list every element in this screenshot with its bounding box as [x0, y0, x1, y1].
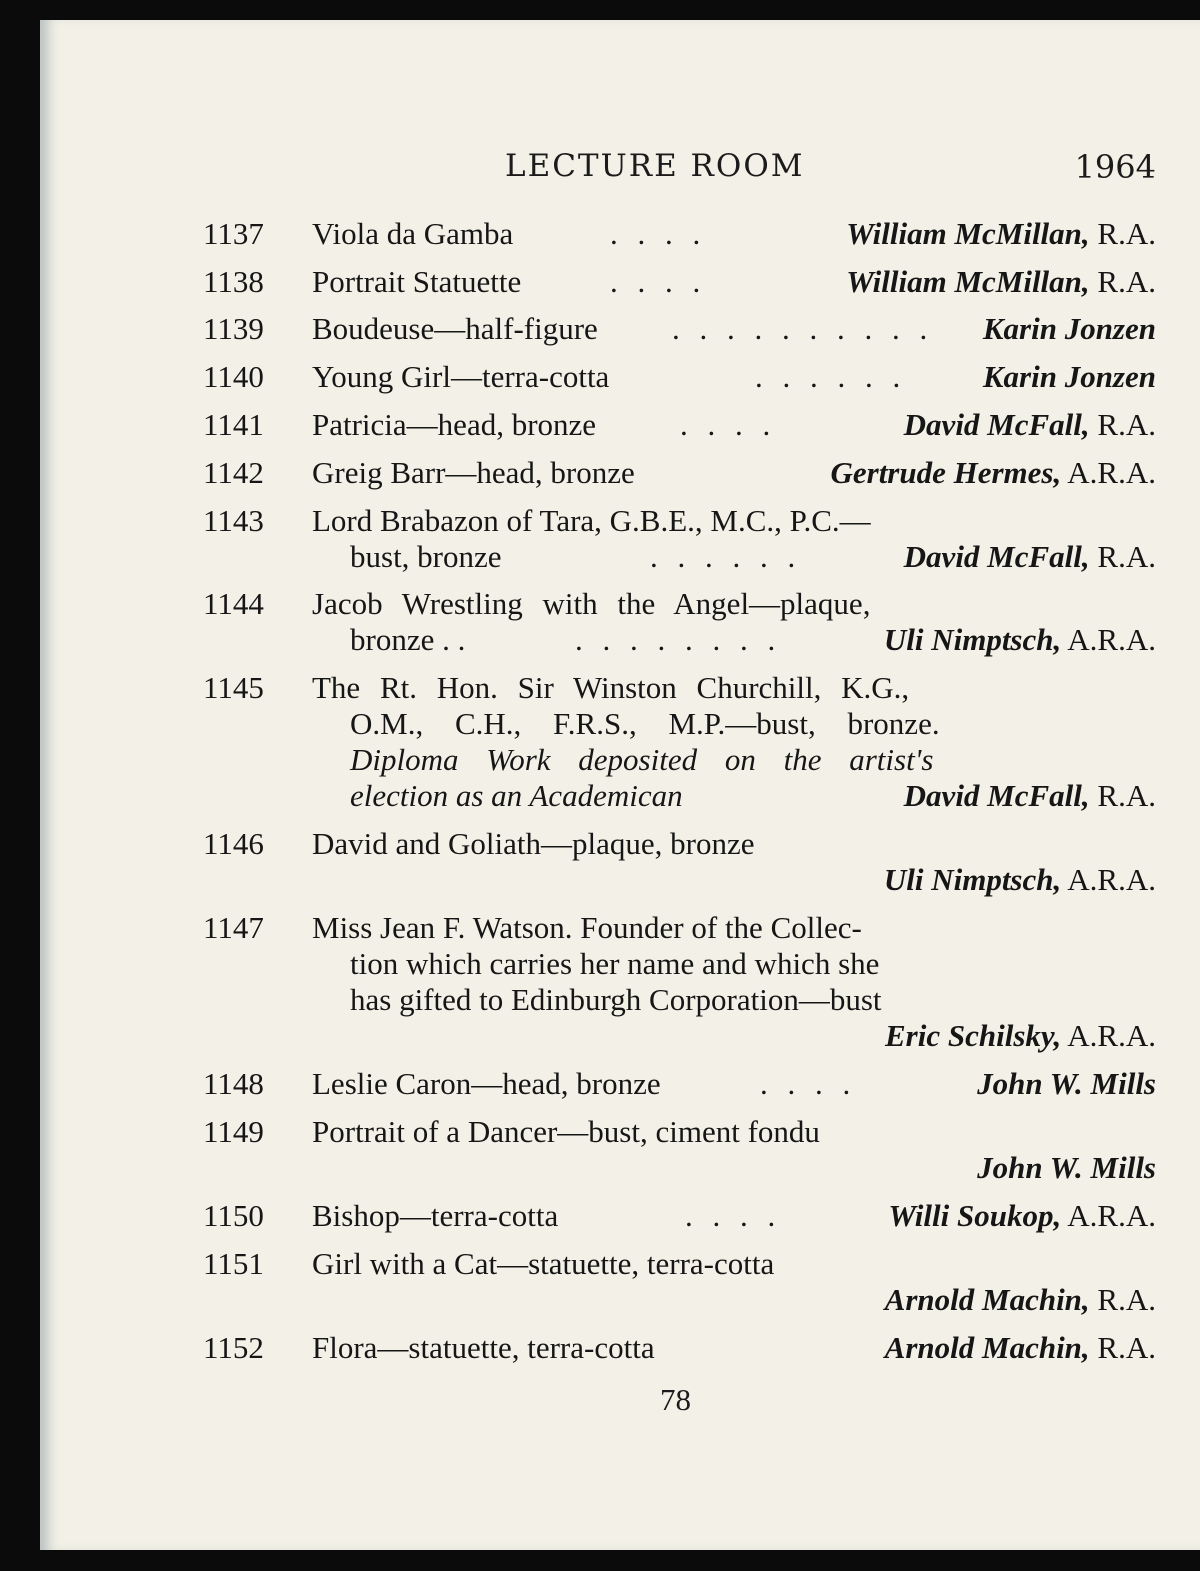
- entry-title-continuation: has gifted to Edinburgh Corporation—bust: [350, 982, 882, 1017]
- artist-credit: [983, 359, 1156, 395]
- entry-number: 1144: [203, 586, 264, 621]
- entry-number: 1137: [203, 216, 264, 251]
- entry-number: 1143: [203, 503, 264, 538]
- catalogue-page: [40, 20, 1200, 1550]
- entry-title: Viola da Gamba: [312, 216, 514, 251]
- artist-credit: [885, 1282, 1156, 1318]
- entry-number: 1151: [203, 1246, 264, 1281]
- entry-title-continuation: bust, bronze: [350, 539, 502, 574]
- artist-name: David McFall,: [903, 407, 1090, 442]
- artist-credit: [983, 311, 1156, 347]
- entry-note: Diploma Work deposited on the artist's: [350, 742, 934, 777]
- artist-honour: R.A.: [1097, 264, 1156, 299]
- year-label: 1964: [1074, 148, 1156, 186]
- artist-honour: A.R.A.: [1067, 1198, 1156, 1233]
- artist-honour: A.R.A.: [1067, 862, 1156, 897]
- entry-number: 1139: [203, 311, 264, 346]
- artist-credit: [884, 622, 1156, 658]
- page-number: 78: [660, 1382, 691, 1417]
- artist-name: Eric Schilsky,: [884, 1018, 1062, 1053]
- entry-title-continuation: bronze . .: [350, 622, 466, 657]
- artist-name: Arnold Machin,: [884, 1282, 1090, 1317]
- entry-title: Flora—statuette, terra-cotta: [312, 1330, 655, 1365]
- artist-name: Willi Soukop,: [888, 1198, 1062, 1233]
- entry-title: Bishop—terra-cotta: [312, 1198, 559, 1233]
- entry-title: Patricia—head, bronze: [312, 407, 597, 442]
- entry-title: Jacob Wrestling with the Angel—plaque,: [312, 586, 871, 621]
- entry-title: The Rt. Hon. Sir Winston Churchill, K.G.,: [312, 670, 910, 705]
- artist-credit: [846, 216, 1156, 252]
- entry-number: 1146: [203, 826, 264, 861]
- artist-name: John W. Mills: [977, 1150, 1156, 1185]
- entry-title: Greig Barr—head, bronze: [312, 455, 635, 490]
- artist-name: Uli Nimptsch,: [883, 622, 1062, 657]
- entry-list: [40, 20, 1200, 1550]
- artist-credit: [885, 1018, 1156, 1054]
- artist-honour: A.R.A.: [1067, 622, 1156, 657]
- leader-dots: . . . . . . . . . .: [672, 311, 934, 346]
- artist-name: Uli Nimptsch,: [883, 862, 1062, 897]
- artist-name: William McMillan,: [846, 216, 1090, 251]
- artist-credit: [884, 862, 1156, 898]
- entry-number: 1138: [203, 264, 264, 299]
- artist-credit: [904, 407, 1156, 443]
- entry-number: 1141: [203, 407, 264, 442]
- entry-number: 1148: [203, 1066, 264, 1101]
- artist-name: Karin Jonzen: [982, 359, 1156, 394]
- section-title: LECTURE ROOM: [505, 148, 805, 184]
- entry-number: 1145: [203, 670, 264, 705]
- leader-dots: . . . .: [610, 264, 707, 299]
- entry-number: 1152: [203, 1330, 264, 1365]
- leader-dots: . . . . . .: [755, 359, 907, 394]
- entry-title: Lord Brabazon of Tara, G.B.E., M.C., P.C.—: [312, 503, 871, 538]
- artist-credit: [885, 1330, 1156, 1366]
- entry-title: Boudeuse—half-figure: [312, 311, 598, 346]
- artist-credit: [830, 455, 1156, 491]
- entry-title-continuation: tion which carries her name and which she: [350, 946, 880, 981]
- artist-name: John W. Mills: [977, 1066, 1156, 1101]
- artist-name: Arnold Machin,: [884, 1330, 1090, 1365]
- artist-name: Karin Jonzen: [982, 311, 1156, 346]
- leader-dots: . . . . . .: [650, 539, 802, 574]
- entry-number: 1140: [203, 359, 264, 394]
- entry-title: Miss Jean F. Watson. Founder of the Collec-: [312, 910, 862, 945]
- artist-credit: [846, 264, 1156, 300]
- artist-credit: [904, 539, 1156, 575]
- entry-number: 1150: [203, 1198, 264, 1233]
- artist-honour: R.A.: [1097, 216, 1156, 251]
- leader-dots: . . . .: [685, 1198, 782, 1233]
- entry-title-continuation: O.M., C.H., F.R.S., M.P.—bust, bronze.: [350, 706, 940, 741]
- artist-name: Gertrude Hermes,: [830, 455, 1062, 490]
- artist-honour: A.R.A.: [1067, 1018, 1156, 1053]
- entry-title: Leslie Caron—head, bronze: [312, 1066, 661, 1101]
- artist-honour: A.R.A.: [1067, 455, 1156, 490]
- artist-honour: R.A.: [1097, 539, 1156, 574]
- entry-number: 1142: [203, 455, 264, 490]
- artist-honour: R.A.: [1097, 1282, 1156, 1317]
- leader-dots: . . . .: [610, 216, 707, 251]
- entry-title: Portrait of a Dancer—bust, ciment fondu: [312, 1114, 820, 1149]
- artist-honour: R.A.: [1097, 407, 1156, 442]
- artist-honour: R.A.: [1097, 778, 1156, 813]
- artist-name: William McMillan,: [846, 264, 1090, 299]
- artist-credit: [888, 1198, 1156, 1234]
- artist-credit: [977, 1066, 1156, 1102]
- artist-name: David McFall,: [903, 778, 1090, 813]
- artist-honour: R.A.: [1097, 1330, 1156, 1365]
- leader-dots: . . . .: [760, 1066, 857, 1101]
- entry-number: 1147: [203, 910, 264, 945]
- entry-title: Portrait Statuette: [312, 264, 522, 299]
- leader-dots: . . . . . . . .: [575, 622, 782, 657]
- entry-title: Young Girl—terra-cotta: [312, 359, 610, 394]
- entry-title: Girl with a Cat—statuette, terra-cotta: [312, 1246, 775, 1281]
- entry-number: 1149: [203, 1114, 264, 1149]
- artist-credit: [904, 778, 1156, 814]
- artist-credit: [977, 1150, 1156, 1186]
- leader-dots: . . . .: [680, 407, 777, 442]
- artist-name: David McFall,: [903, 539, 1090, 574]
- entry-title: David and Goliath—plaque, bronze: [312, 826, 755, 861]
- entry-note: election as an Academican: [350, 778, 683, 813]
